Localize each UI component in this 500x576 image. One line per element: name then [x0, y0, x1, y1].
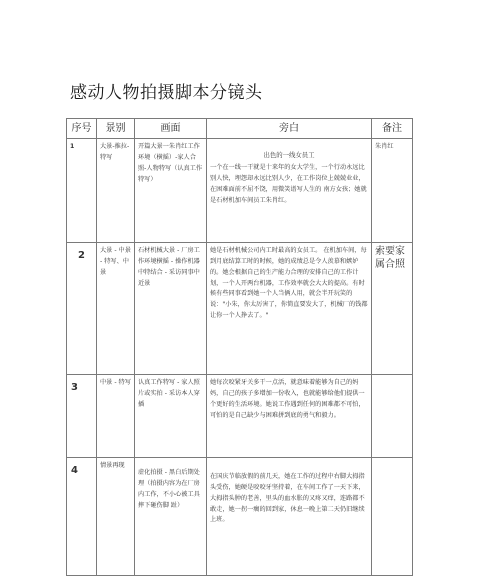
row-number: 4 [67, 458, 97, 576]
row-narration [207, 243, 372, 375]
table-row [67, 375, 413, 458]
storyboard-table [66, 118, 413, 576]
header-note: 备注 [372, 119, 413, 139]
row-narration [207, 139, 372, 243]
row-shot-size: 大景 - 中景 - 特写、中景 [97, 243, 135, 375]
table-header-row [67, 119, 413, 139]
row-scene: 虚化拍摄 - 黑白后期处理（拍摄内容为在厂房内工作，不小心被工具摔下砸伤脚 趾） [135, 458, 207, 576]
header-number: 序号 [67, 119, 97, 139]
row-number: 1 [67, 139, 97, 243]
header-scene: 画面 [135, 119, 207, 139]
row-note: 朱肖红 [372, 139, 413, 243]
table-row [67, 458, 413, 576]
document-title: 感动人物拍摄脚本分镜头 [70, 83, 263, 103]
row-note [372, 458, 413, 576]
row-scene: 认真工作特写 - 家人照片或实拍 - 采访本人穿插 [135, 375, 207, 458]
narration-text: 在国庆节临放假的前几天，她在工作的过程中右脚大拇指头受伤，她硬是咬咬牙坚持着，在车间工作了一天下来，大拇指头肿的老善，里头的血水胀的又疼又痒，连路都不敢走，她一拐一瘸的回到家，休息一晚上第二天仍旧继续上班。 [210, 473, 365, 524]
row-number: 2 [67, 243, 97, 375]
narration-text: 她每次咬紧牙关多干一点活，就意味着能够为自己的妈妈，自己的孩子多增加一份收入，也就能够给他们提供一个更好的生活环境。她说工作遇到任何的困难都不可怕，可怕的是自己缺少与困难拼到底的勇气和毅力。 [210, 379, 365, 419]
table-row [67, 243, 413, 375]
row-scene: 石材机械大景 - 厂房工作环境横摇 - 操作机器中特结合 - 采访同事中近景 [135, 243, 207, 375]
narration-text: 她是石材机械公司内工时最高的女员工。 在机加车间，每到月底结算工时的时候，她的成绩总是令人羡慕和嫉妒的。她会根据自己的生产能力合理的安排自己的工作计划，一个人开两台机器，工作效率就会大大的提高。有时候有些同事看到她一个人当俩人用，就会半开玩笑的说："小朱，你太厉害了，你简直要发大了，机械厂的钱都让你一个人挣去了。" [210, 247, 368, 320]
row-narration [207, 375, 372, 458]
header-shot-size: 景别 [97, 119, 135, 139]
row-note [372, 375, 413, 458]
table-row [67, 139, 413, 243]
row-shot-size: 大景-推拉-特写 [97, 139, 135, 243]
row-scene: 开篇大景一朱肖红工作环境（横摇）-家人合照-人物特写（认真工作特写） [135, 139, 207, 243]
narration-text: 一个在一线一干就是十来年的女大学生，一个行动永远比别人快，埋怨却永远比别人少，在工作岗位上兢兢业业，在困难面前不屈不饶，用微笑谱写人生的 南方女孩；她就是石材机加车间员工朱肖红。 [210, 164, 367, 204]
row-note: 索要家属合照 [372, 243, 413, 375]
header-narration: 旁白 [207, 119, 372, 139]
row-shot-size: 情景再现 [97, 458, 135, 576]
row-shot-size: 中景 - 特写 [97, 375, 135, 458]
narration-title: 出色的一线女员工 [263, 151, 315, 159]
row-number: 3 [67, 375, 97, 458]
row-narration [207, 458, 372, 576]
